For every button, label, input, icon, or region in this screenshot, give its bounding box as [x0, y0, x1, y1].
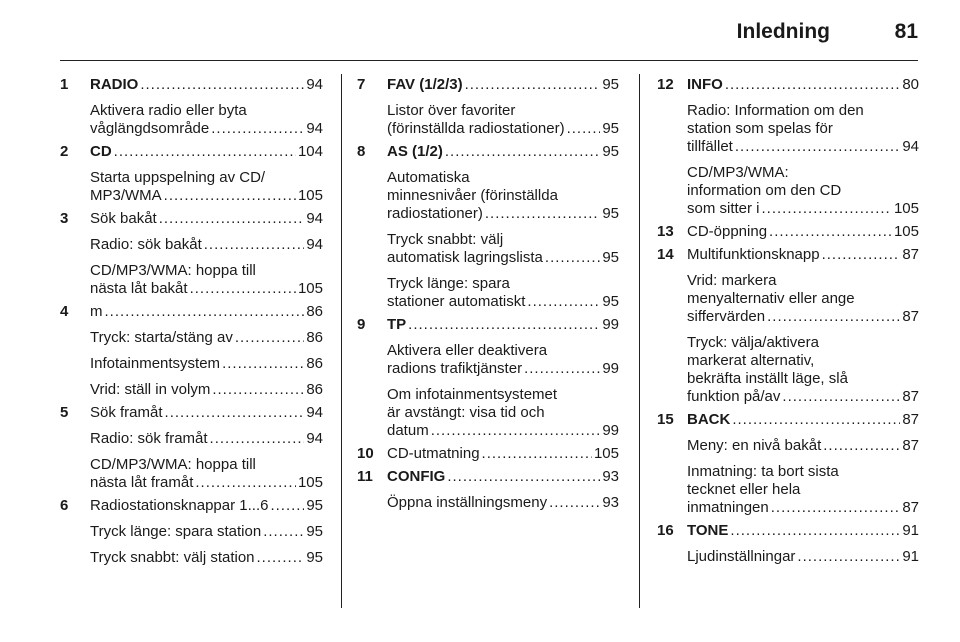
page-reference: 95 — [602, 249, 619, 266]
index-text: Tryck: välja/aktivera — [687, 334, 819, 351]
index-line — [687, 102, 919, 120]
index-text: Aktivera eller deaktivera — [387, 342, 548, 359]
index-text: är avstängt: visa tid och — [387, 404, 545, 421]
index-entry — [657, 522, 919, 566]
page-reference: 94 — [902, 138, 919, 155]
sub-entry — [90, 102, 323, 138]
index-line — [687, 370, 919, 388]
index-line — [90, 303, 323, 321]
index-text: Radio: Information om den — [687, 102, 864, 119]
index-text: INFO — [687, 76, 723, 93]
index-text: tillfället — [687, 138, 733, 155]
dot-leader — [445, 143, 600, 161]
index-line — [387, 169, 619, 187]
index-line — [90, 497, 323, 515]
index-entry — [357, 445, 619, 463]
index-line — [687, 463, 919, 481]
index-line — [387, 316, 619, 334]
dot-leader — [782, 388, 900, 406]
page-reference: 99 — [602, 316, 619, 333]
dot-leader — [164, 187, 296, 205]
dot-leader — [567, 120, 601, 138]
page-reference: 86 — [306, 303, 323, 320]
index-text: CONFIG — [387, 468, 446, 485]
sub-entry — [387, 231, 619, 267]
index-text: Tryck snabbt: välj — [387, 231, 504, 248]
dot-leader — [165, 404, 305, 422]
page-reference: 99 — [602, 422, 619, 439]
page-reference: 93 — [602, 494, 619, 511]
index-text: TP — [387, 316, 407, 333]
entry-number: 16 — [657, 522, 674, 539]
index-line — [90, 474, 323, 492]
index-text: datum — [387, 422, 429, 439]
dot-leader — [822, 246, 901, 264]
index-line — [387, 187, 619, 205]
page-reference: 87 — [902, 411, 919, 428]
page-reference: 99 — [602, 360, 619, 377]
index-text: CD — [90, 143, 112, 160]
index-entry — [657, 246, 919, 406]
dot-leader — [235, 329, 304, 347]
index-entry — [657, 411, 919, 517]
index-text: station som spelas för — [687, 120, 833, 137]
page-reference: 95 — [306, 523, 323, 540]
index-text: AS (1/2) — [387, 143, 443, 160]
index-line — [387, 468, 619, 486]
page-reference: 95 — [602, 205, 619, 222]
page-reference: 94 — [306, 76, 323, 93]
index-text: tecknet eller hela — [687, 481, 801, 498]
index-line — [687, 352, 919, 370]
index-line — [90, 430, 323, 448]
entry-number: 5 — [60, 404, 69, 421]
index-line — [90, 329, 323, 347]
sub-entry — [90, 329, 323, 347]
index-text: markerat alternativ, — [687, 352, 815, 369]
entry-number: 13 — [657, 223, 674, 240]
index-text: CD/MP3/WMA: hoppa till — [90, 262, 256, 279]
dot-leader — [195, 474, 296, 492]
sub-entry — [90, 262, 323, 298]
index-line — [387, 404, 619, 422]
page-reference: 95 — [306, 549, 323, 566]
sub-entry — [687, 437, 919, 455]
index-line — [90, 76, 323, 94]
page-reference: 94 — [306, 236, 323, 253]
index-text: TONE — [687, 522, 729, 539]
dot-leader — [212, 381, 304, 399]
page-reference: 95 — [602, 143, 619, 160]
index-line — [90, 523, 323, 541]
index-line — [387, 342, 619, 360]
index-line — [387, 102, 619, 120]
index-line — [387, 422, 619, 440]
index-text: Tryck länge: spara — [387, 275, 510, 292]
index-text: Sök bakåt — [90, 210, 157, 227]
sub-entry — [90, 381, 323, 399]
index-text: Ljudinställningar — [687, 548, 796, 565]
index-text: Om infotainmentsystemet — [387, 386, 558, 403]
dot-leader — [527, 293, 600, 311]
index-text: Tryck länge: spara station — [90, 523, 262, 540]
index-text: (förinställda radiostationer) — [387, 120, 565, 137]
dot-leader — [482, 445, 592, 463]
index-line — [387, 249, 619, 267]
index-line — [687, 200, 919, 218]
page-reference: 94 — [306, 120, 323, 137]
entry-number: 8 — [357, 143, 366, 160]
sub-entry — [90, 430, 323, 448]
page-reference: 94 — [306, 430, 323, 447]
index-text: våglängdsområde — [90, 120, 210, 137]
page-reference: 91 — [902, 522, 919, 539]
page-number: 81 — [894, 20, 918, 43]
index-line — [687, 548, 919, 566]
dot-leader — [769, 223, 892, 241]
page-reference: 95 — [602, 293, 619, 310]
page-reference: 95 — [602, 120, 619, 137]
index-line — [90, 187, 323, 205]
index-line — [687, 290, 919, 308]
page-reference: 87 — [902, 499, 919, 516]
sub-entry — [90, 236, 323, 254]
index-line — [387, 445, 619, 463]
dot-leader — [771, 499, 901, 517]
index-text: information om den CD — [687, 182, 842, 199]
index-text: Tryck: starta/stäng av — [90, 329, 233, 346]
page-reference: 105 — [893, 200, 919, 217]
page-reference: 91 — [902, 548, 919, 565]
index-line — [687, 481, 919, 499]
dot-leader — [159, 210, 305, 228]
index-line — [687, 223, 919, 241]
index-line — [90, 262, 323, 280]
index-text: minnesnivåer (förinställda — [387, 187, 558, 204]
dot-leader — [114, 143, 296, 161]
index-line — [687, 522, 919, 540]
index-line — [387, 386, 619, 404]
index-text: Radio: sök framåt — [90, 430, 208, 447]
index-entry — [357, 76, 619, 138]
index-text: funktion på/av — [687, 388, 781, 405]
index-entry — [60, 76, 323, 138]
sub-entry — [387, 169, 619, 223]
index-text: CD/MP3/WMA: hoppa till — [90, 456, 256, 473]
index-line — [90, 404, 323, 422]
dot-leader — [545, 249, 600, 267]
index-column-3 — [657, 76, 919, 571]
index-text: Automatiska — [387, 169, 470, 186]
index-entry — [60, 143, 323, 205]
index-line — [387, 76, 619, 94]
entry-number: 6 — [60, 497, 69, 514]
dot-leader — [408, 316, 600, 334]
index-line — [90, 456, 323, 474]
page-reference: 105 — [297, 280, 323, 297]
index-line — [90, 355, 323, 373]
page-reference: 105 — [297, 187, 323, 204]
index-text: FAV (1/2/3) — [387, 76, 463, 93]
sub-entry — [387, 494, 619, 512]
index-text: nästa låt framåt — [90, 474, 194, 491]
index-line — [687, 138, 919, 156]
index-line — [90, 280, 323, 298]
index-line — [90, 143, 323, 161]
sub-entry — [387, 342, 619, 378]
index-text: BACK — [687, 411, 731, 428]
index-line — [687, 411, 919, 429]
index-text: CD-öppning — [687, 223, 768, 240]
sub-entry — [387, 275, 619, 311]
power-icon: m — [90, 303, 103, 320]
index-line — [387, 293, 619, 311]
index-line — [90, 236, 323, 254]
index-column-1 — [60, 76, 323, 572]
page-reference: 87 — [902, 246, 919, 263]
dot-leader — [270, 497, 304, 515]
dot-leader — [767, 308, 900, 326]
index-text: radions trafiktjänster — [387, 360, 523, 377]
index-line — [387, 231, 619, 249]
dot-leader — [762, 200, 892, 218]
index-line — [387, 275, 619, 293]
index-entry — [60, 497, 323, 567]
sub-entry — [90, 169, 323, 205]
index-line — [387, 205, 619, 223]
sub-entry — [387, 386, 619, 440]
index-text: Vrid: markera — [687, 272, 777, 289]
index-text: bekräfta inställt läge, slå — [687, 370, 848, 387]
page-reference: 86 — [306, 355, 323, 372]
sub-entry — [90, 355, 323, 373]
entry-number: 9 — [357, 316, 366, 333]
index-text: Tryck snabbt: välj station — [90, 549, 255, 566]
entry-number: 3 — [60, 210, 69, 227]
dot-leader — [549, 494, 600, 512]
sub-entry — [387, 102, 619, 138]
sub-entry — [687, 164, 919, 218]
index-text: CD-utmatning — [387, 445, 480, 462]
index-line — [687, 164, 919, 182]
dot-leader — [431, 422, 601, 440]
dot-leader — [797, 548, 900, 566]
index-line — [90, 102, 323, 120]
entry-number: 14 — [657, 246, 674, 263]
index-line — [687, 120, 919, 138]
entry-number: 4 — [60, 303, 69, 320]
sub-entry — [687, 548, 919, 566]
index-line — [687, 437, 919, 455]
index-line — [687, 76, 919, 94]
index-text: Öppna inställningsmeny — [387, 494, 548, 511]
index-text: som sitter i — [687, 200, 760, 217]
index-entry — [60, 210, 323, 298]
dot-leader — [210, 430, 305, 448]
index-text: Multifunktionsknapp — [687, 246, 820, 263]
index-text: siffervärden — [687, 308, 766, 325]
dot-leader — [105, 303, 305, 321]
dot-leader — [735, 138, 900, 156]
index-line — [687, 308, 919, 326]
index-line — [90, 549, 323, 567]
dot-leader — [190, 280, 296, 298]
chapter-title: Inledning — [736, 20, 830, 43]
index-column-2 — [357, 76, 619, 517]
index-line — [687, 499, 919, 517]
index-text: nästa låt bakåt — [90, 280, 188, 297]
index-text: CD/MP3/WMA: — [687, 164, 789, 181]
index-text: inmatningen — [687, 499, 769, 516]
index-entry — [657, 76, 919, 218]
page-reference: 86 — [306, 381, 323, 398]
page-reference: 95 — [306, 497, 323, 514]
dot-leader — [204, 236, 305, 254]
index-text: Vrid: ställ in volym — [90, 381, 211, 398]
index-entry — [60, 404, 323, 492]
index-line — [90, 210, 323, 228]
page-reference: 80 — [902, 76, 919, 93]
dot-leader — [732, 411, 900, 429]
sub-entry — [90, 549, 323, 567]
page-reference: 105 — [297, 474, 323, 491]
index-text: Sök framåt — [90, 404, 163, 421]
column-divider — [639, 74, 640, 608]
index-line — [387, 494, 619, 512]
dot-leader — [211, 120, 304, 138]
dot-leader — [725, 76, 900, 94]
index-text: Radiostationsknappar 1...6 — [90, 497, 269, 514]
entry-number: 10 — [357, 445, 374, 462]
index-text: Infotainmentsystem — [90, 355, 221, 372]
index-entry — [357, 316, 619, 440]
dot-leader — [730, 522, 900, 540]
index-entry — [657, 223, 919, 241]
index-text: menyalternativ eller ange — [687, 290, 855, 307]
index-text: automatisk lagringslista — [387, 249, 543, 266]
sub-entry — [687, 334, 919, 406]
index-text: Starta uppspelning av CD/ — [90, 169, 266, 186]
index-line — [90, 169, 323, 187]
dot-leader — [823, 437, 900, 455]
page-reference: 94 — [306, 404, 323, 421]
index-text: radiostationer) — [387, 205, 483, 222]
page-reference: 87 — [902, 388, 919, 405]
dot-leader — [222, 355, 304, 373]
sub-entry — [90, 523, 323, 541]
dot-leader — [447, 468, 600, 486]
index-entry — [60, 303, 323, 399]
entry-number: 12 — [657, 76, 674, 93]
page-reference: 86 — [306, 329, 323, 346]
page-reference: 93 — [602, 468, 619, 485]
index-line — [687, 246, 919, 264]
dot-leader — [524, 360, 600, 378]
index-line — [90, 120, 323, 138]
index-line — [687, 388, 919, 406]
page-reference: 95 — [602, 76, 619, 93]
index-text: Meny: en nivå bakåt — [687, 437, 822, 454]
sub-entry — [687, 272, 919, 326]
sub-entry — [687, 102, 919, 156]
index-text: stationer automatiskt — [387, 293, 526, 310]
dot-leader — [140, 76, 304, 94]
index-line — [687, 182, 919, 200]
index-line — [387, 143, 619, 161]
entry-number: 11 — [357, 468, 373, 485]
index-text: Radio: sök bakåt — [90, 236, 202, 253]
index-line — [387, 360, 619, 378]
index-text: MP3/WMA — [90, 187, 162, 204]
index-entry — [357, 143, 619, 311]
page-reference: 104 — [297, 143, 323, 160]
dot-leader — [465, 76, 601, 94]
page-reference: 87 — [902, 308, 919, 325]
index-text: Listor över favoriter — [387, 102, 516, 119]
page-reference: 87 — [902, 437, 919, 454]
index-line — [90, 381, 323, 399]
dot-leader — [257, 549, 305, 567]
entry-number: 15 — [657, 411, 674, 428]
dot-leader — [263, 523, 304, 541]
index-line — [687, 334, 919, 352]
sub-entry — [687, 463, 919, 517]
page-header — [60, 0, 918, 62]
entry-number: 2 — [60, 143, 69, 160]
entry-number: 7 — [357, 76, 366, 93]
sub-entry — [90, 456, 323, 492]
index-line — [687, 272, 919, 290]
index-line — [387, 120, 619, 138]
entry-number: 1 — [60, 76, 69, 93]
index-text: Aktivera radio eller byta — [90, 102, 247, 119]
dot-leader — [485, 205, 600, 223]
column-divider — [341, 74, 342, 608]
page-reference: 105 — [593, 445, 619, 462]
index-entry — [357, 468, 619, 512]
index-text: Inmatning: ta bort sista — [687, 463, 839, 480]
header-rule — [60, 60, 918, 61]
page-reference: 105 — [893, 223, 919, 240]
page-reference: 94 — [306, 210, 323, 227]
index-text: RADIO — [90, 76, 139, 93]
